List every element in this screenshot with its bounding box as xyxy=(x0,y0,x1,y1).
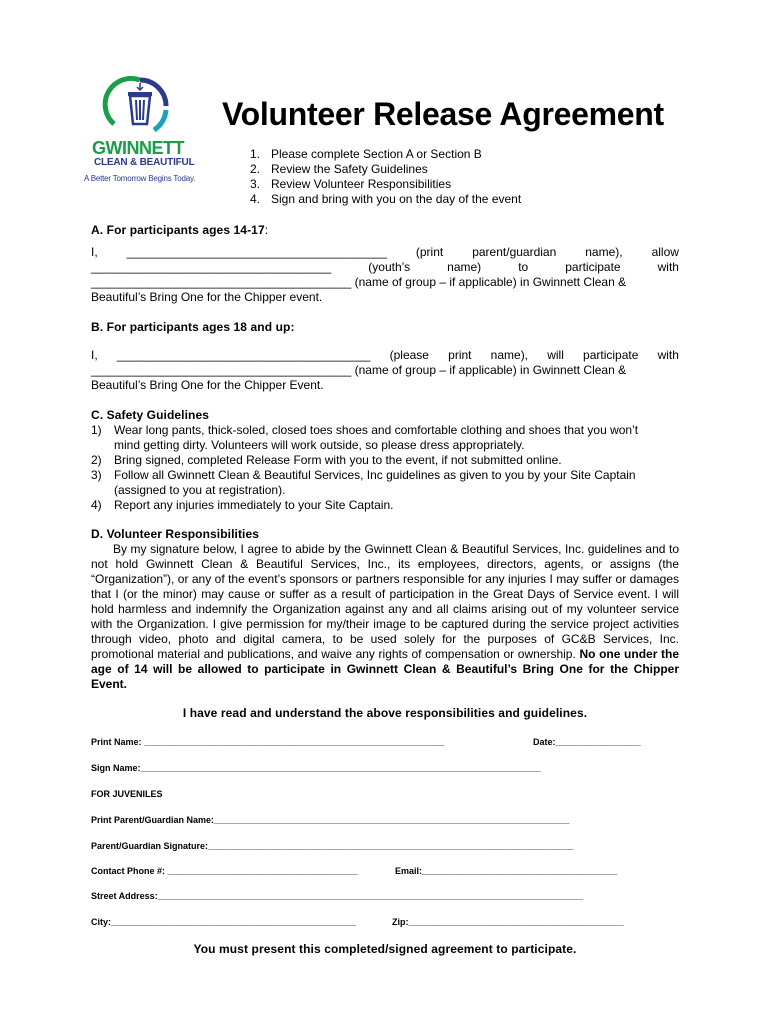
email-field[interactable]: Email:_______________________________________ xyxy=(395,866,618,876)
section-a-line-4: Beautiful’s Bring One for the Chipper event. xyxy=(91,290,323,304)
volunteer-responsibilities-text: By my signature below, I agree to abide by the Gwinnett Clean & Beautiful Services, Inc. guidelines and to not hold Gwinnett Clean & Beautiful Services, Inc., its employees, directors, agents, or assigns (the “Organization”), or any of the event’s sponsors or partners responsible for any injuries I may suffer or damages that I (or the minor) may cause or suffer as a result of participation in the Great Days of Service event. I will hold harmless and indemnify the Organization against any and all claims arising out of my volunteer service with the Organization. I give permission for my/their image to be captured during the service project activities through video, photo and digital camera, to be used solely for the purposes of GC&B Services, Inc. promotional material and publications, and waive any rights of compensation or ownership. No one under the age of 14 will be allowed to participate in Gwinnett Clean & Beautiful’s Bring One for the Chipper Event. xyxy=(91,542,679,691)
page-title: Volunteer Release Agreement xyxy=(222,96,664,132)
section-b-line-2: _______________________________________ (name of group – if applicable) in Gwinnett Clean & xyxy=(91,363,627,377)
street-address-field[interactable]: Street Address:_____________________________________________________________________________________ xyxy=(91,891,584,901)
list-item: 1) Wear long pants, thick-soled, closed toes shoes and comfortable clothing and shoes that you won’t mind getting dirty. Volunteers will work outside, so please dress appropriately. xyxy=(91,423,639,452)
footer-notice: You must present this completed/signed agreement to participate. xyxy=(193,942,577,956)
brand-name: GWINNETT xyxy=(92,138,184,158)
section-a-line-3: _______________________________________ (name of group – if applicable) in Gwinnett Clean & xyxy=(91,275,627,289)
list-item: 4) Report any injuries immediately to your Site Captain. xyxy=(91,498,394,512)
sign-name-field[interactable]: Sign Name:________________________________________________________________________________ xyxy=(91,763,541,773)
step-item: 3. Review Volunteer Responsibilities xyxy=(250,177,452,191)
contact-phone-field[interactable]: Contact Phone #: ______________________________________ xyxy=(91,866,358,876)
step-item: 2. Review the Safety Guidelines xyxy=(250,162,428,176)
section-a-line-2: ____________________________________ (youth’s name) to participate with xyxy=(91,260,679,274)
step-item: 1. Please complete Section A or Section B xyxy=(250,147,482,161)
gwinnett-logo xyxy=(84,66,196,186)
step-item: 4. Sign and bring with you on the day of the event xyxy=(250,192,522,206)
section-a-line-1: I, _______________________________________ (print parent/guardian name), allow xyxy=(91,245,679,259)
city-field[interactable]: City:_________________________________________________ xyxy=(91,917,357,927)
section-c-heading: C. Safety Guidelines xyxy=(91,408,210,422)
section-b-heading: B. For participants ages 18 and up: xyxy=(91,320,295,334)
section-b-line-3: Beautiful’s Bring One for the Chipper Event. xyxy=(91,378,324,392)
section-b-line-1: I, ______________________________________ (please print name), will participate with xyxy=(91,348,679,362)
section-a-heading: A. For participants ages 14-17: xyxy=(91,223,269,237)
print-name-field[interactable]: Print Name: ____________________________________________________________ xyxy=(91,737,445,747)
list-item: 2) Bring signed, completed Release Form with you to the event, if not submitted online. xyxy=(91,453,562,467)
brand-tagline: A Better Tomorrow Begins Today. xyxy=(84,174,196,183)
parent-name-field[interactable]: Print Parent/Guardian Name:_______________________________________________________________________ xyxy=(91,815,570,825)
acknowledgement-statement: I have read and understand the above responsibilities and guidelines. xyxy=(182,706,588,720)
brand-subtitle: CLEAN & BEAUTIFUL xyxy=(94,157,195,168)
age-restriction-notice: No one under the age of 14 will be allowed to participate in Gwinnett Clean & Beautiful’s Bring One for the Chipper Event. xyxy=(91,647,679,691)
safety-guidelines-list xyxy=(91,423,681,513)
instruction-steps xyxy=(250,147,521,207)
for-juveniles-label: FOR JUVENILES xyxy=(91,789,163,799)
date-field[interactable]: Date:_________________ xyxy=(533,737,641,747)
section-d-heading: D. Volunteer Responsibilities xyxy=(91,527,260,541)
parent-signature-field[interactable]: Parent/Guardian Signature:_________________________________________________________________________ xyxy=(91,841,574,851)
list-item: 3) Follow all Gwinnett Clean & Beautiful Services, Inc guidelines as given to you by your Site Captain (assigned to you at registration). xyxy=(91,468,636,497)
zip-field[interactable]: Zip:___________________________________________ xyxy=(392,917,624,927)
